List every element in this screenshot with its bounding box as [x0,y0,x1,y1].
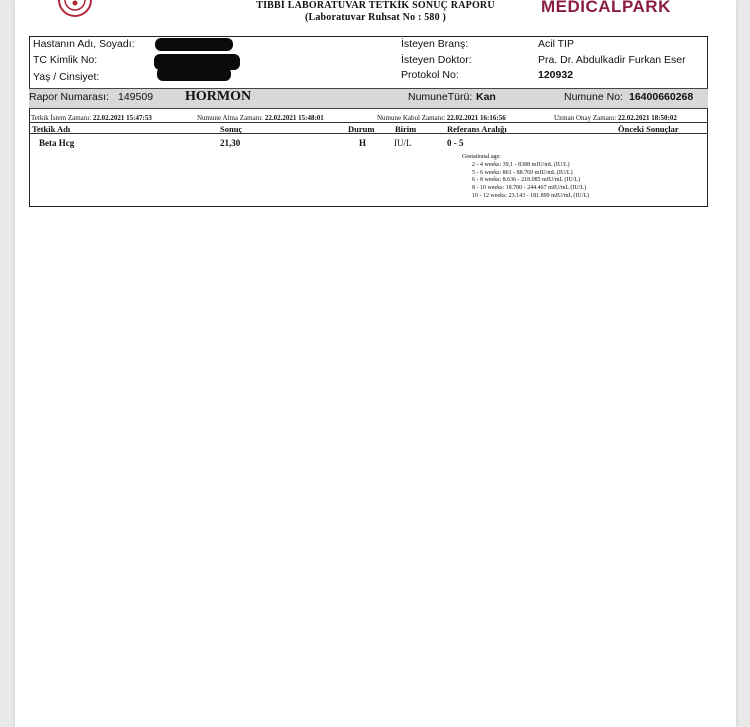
protocol-value: 120932 [538,69,574,81]
approve-time-value: 22.02.2021 18:50:02 [617,114,677,122]
report-number-value: 149509 [118,91,154,103]
result-test-name: Beta Hcg [39,138,75,148]
reference-note-line: 5 - 6 weeks: 861 - 88.769 mIU/mL (IU/L) [472,169,573,176]
request-time-value: 22.02.2021 15:47:53 [92,114,152,122]
request-time [31,114,152,122]
collect-time-label: Numune Alma Zamanı: [197,114,264,122]
reference-note-line: 6 - 8 weeks: 8.636 - 218.085 mIU/mL (IU/L) [472,177,581,184]
patient-age-label: Yaş / Cinsiyet: [33,71,100,83]
doctor-value: Pra. Dr. Abdulkadir Furkan Eser [538,54,686,66]
result-status: H [359,138,367,148]
report-number-label: Rapor Numarası: [29,91,109,103]
request-time-label: Tetkik İstem Zamanı: [31,114,92,122]
report-band [29,88,708,109]
approve-time-label: Uzman Onay Zamanı: [554,114,617,122]
sample-no-label: Numune No: [564,91,623,103]
reference-note-line: 2 - 4 weeks: 39,1 - 8388 mIU/mL (IU/L) [472,161,570,168]
accept-time [377,114,506,122]
doctor-label: İsteyen Doktor: [401,54,472,66]
accept-time-label: Numune Kabul Zamanı: [377,114,446,122]
patient-tc-label: TC Kimlik No: [33,54,98,66]
col-unit: Birim [395,124,417,134]
patient-name-label: Hastanın Adı, Soyadı: [33,38,135,50]
protocol-label: Protokol No: [401,69,459,81]
col-test: Tetkik Adı [32,124,71,134]
col-result: Sonuç [220,124,243,134]
sample-type-label: NumuneTürü: [408,91,473,103]
redaction-bar [155,38,233,51]
reference-notes-heading: Gestational age: [462,154,501,160]
brand-logo: MEDICALPARK [541,0,671,16]
col-status: Durum [348,124,375,134]
divider [29,122,708,123]
branch-label: İsteyen Branş: [401,38,469,50]
reference-note-line: 10 - 12 weeks: 23.143 - 181.899 mIU/mL (IU/L) [472,192,590,199]
divider [29,133,708,134]
report-title-line2: (Laboratuvar Ruhsat No : 580 ) [304,12,447,23]
report-section: HORMON [185,89,252,104]
result-reference: 0 - 5 [447,138,464,148]
approve-time [554,114,677,122]
branch-value: Acil TIP [538,38,574,50]
result-value: 21,30 [220,138,241,148]
reference-notes [462,154,589,201]
report-page [15,0,736,727]
collect-time-value: 22.02.2021 15:48:01 [264,114,324,122]
report-title-line1: TIBBİ LABORATUVAR TETKİK SONUÇ RAPORU [256,0,495,11]
col-previous: Önceki Sonuçlar [618,124,679,134]
reference-note-line: 8 - 10 weeks: 18.700 - 244.467 mIU/mL (IU/L) [472,185,587,192]
collect-time [197,114,324,122]
accept-time-value: 22.02.2021 16:16:56 [446,114,506,122]
redaction-bar [157,67,231,81]
col-reference: Referans Aralığı [447,124,507,134]
sample-no-value: 16400660268 [629,91,694,103]
sample-type-value: Kan [476,91,496,103]
result-unit: IU/L [394,138,412,148]
